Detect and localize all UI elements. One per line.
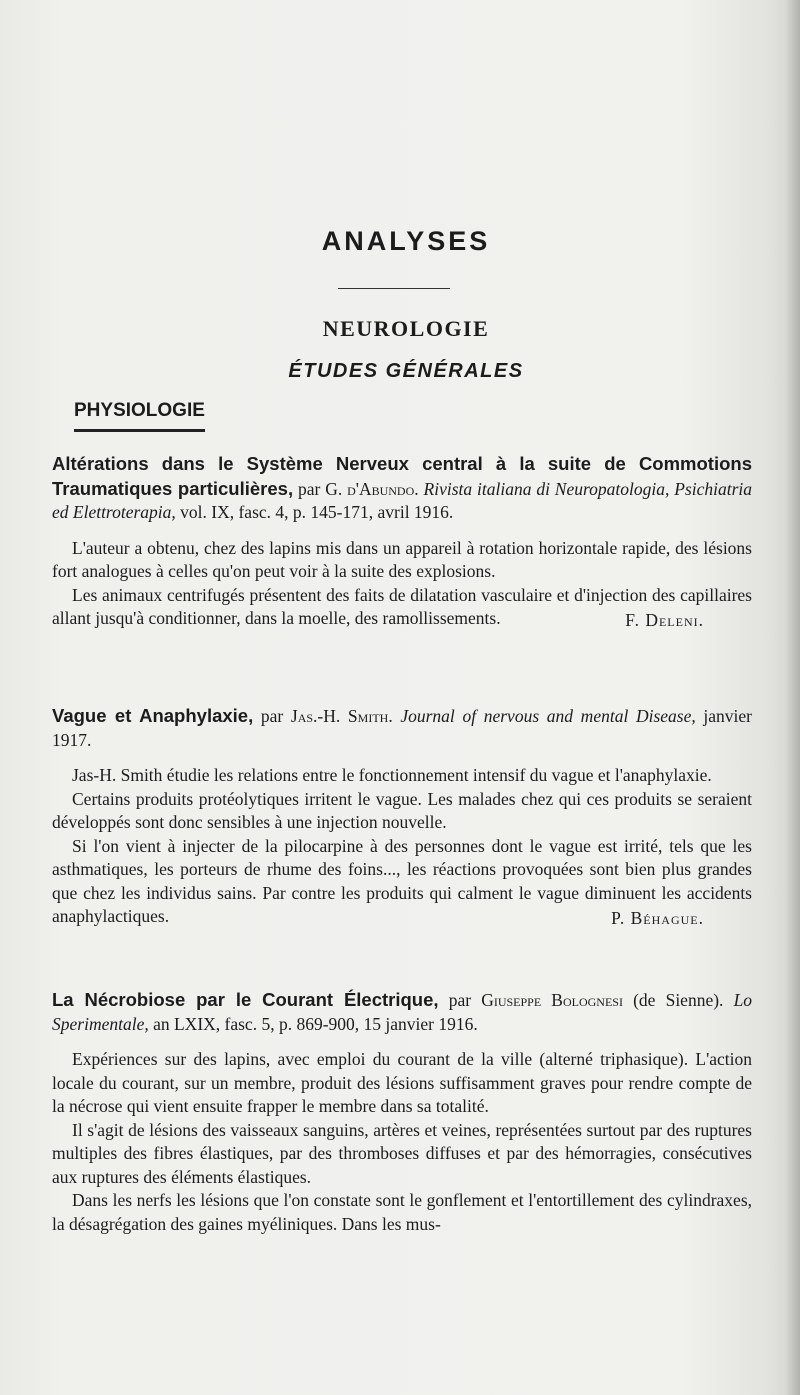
article-1-header <box>52 452 752 525</box>
article-3-by: par <box>448 990 472 1010</box>
article-2-header <box>52 704 752 752</box>
title-rule <box>338 288 450 289</box>
main-title: ANALYSES <box>321 226 491 256</box>
article-1-title: Altérations dans le Système Nerveux central à la suite de Commotions Traumatiques particulières, <box>52 453 752 499</box>
page-edge-shadow <box>786 0 800 1395</box>
article-3-author: Giuseppe Bolognesi <box>481 990 623 1010</box>
article-2-author: Jas.-H. Smith. <box>290 706 393 726</box>
article-2-journal: Journal of nervous and mental Disease, <box>400 706 696 726</box>
article-3-ref: an LXIX, fasc. 5, p. 869-900, 15 janvier 1916. <box>153 1013 478 1034</box>
article-2-paragraph-2: Certains produits protéolytiques irritent le vague. Les malades chez qui ces produits se seraient développés sont donc sensibles à une injection nouvelle. <box>52 788 752 832</box>
article-1 <box>52 452 752 632</box>
article-2-signature: P. Béhague. <box>611 907 704 928</box>
article-1-paragraph-2: Les animaux centrifugés présentent des faits de dilatation vasculaire et d'injection des capillaires allant jusqu'à conditionner, dans la moelle, des ramollissements. <box>52 584 752 628</box>
article-3 <box>52 988 752 1236</box>
article-1-journal: Rivista italiana di Neuropatologia, Psichiatria ed Elettroterapia, <box>52 478 753 522</box>
article-3-location: (de Sienne). <box>633 990 724 1010</box>
section-title: NEUROLOGIE <box>322 316 490 341</box>
article-3-header <box>52 988 752 1036</box>
article-2 <box>52 704 752 930</box>
article-2-paragraph-3: Si l'on vient à injecter de la pilocarpine à des personnes dont le vague est irrité, tels que les asthmatiques, les porteurs de rhume des foins..., les réactions provoquées sont bien plus grandes que chez les individus sains. Par contre les produits qui calment le vague diminuent les accidents anaphylactiques. <box>52 835 752 926</box>
article-2-title: Vague et Anaphylaxie, <box>52 705 254 726</box>
article-1-ref: vol. IX, fasc. 4, p. 145-171, avril 1916. <box>180 502 454 522</box>
article-3-title: La Nécrobiose par le Courant Électrique, <box>52 989 439 1010</box>
article-1-author: G. d'Abundo. <box>325 478 419 499</box>
article-3-paragraph-2: Il s'agit de lésions des vaisseaux sanguins, artères et veines, représentées surtout par des ruptures multiples des fibres élastiques, par des thromboses diffuses et par des hémorragies, consécutives aux ruptures des éléments élastiques. <box>52 1119 752 1187</box>
article-1-paragraph-1: L'auteur a obtenu, chez des lapins mis dans un appareil à rotation horizontale rapide, des lésions fort analogues à celles qu'on peut voir à la suite des explosions. <box>52 537 752 581</box>
article-3-paragraph-1: Expériences sur des lapins, avec emploi du courant de la ville (alterné triphasique). L'action locale du courant, sur un membre, produit des lésions suffisamment graves pour rendre compte de la nécrose qui vient ensuite frapper le membre dans sa totalité. <box>52 1049 752 1116</box>
article-3-journal: Lo Sperimentale, <box>52 990 753 1034</box>
article-1-by: par <box>297 478 321 499</box>
article-2-by: par <box>260 706 284 726</box>
subsection-title: ÉTUDES GÉNÉRALES <box>288 360 524 382</box>
article-2-paragraph-1: Jas-H. Smith étudie les relations entre le fonctionnement intensif du vague et l'anaphylaxie. <box>72 765 712 785</box>
category-heading: PHYSIOLOGIE <box>74 400 205 432</box>
article-2-ref: janvier 1917. <box>52 706 753 750</box>
article-1-signature: F. Deleni. <box>625 609 704 630</box>
article-3-paragraph-3: Dans les nerfs les lésions que l'on constate sont le gonflement et l'entortillement des cylindraxes, la désagrégation des gaines myéliniques. Dans les mus- <box>52 1190 752 1234</box>
